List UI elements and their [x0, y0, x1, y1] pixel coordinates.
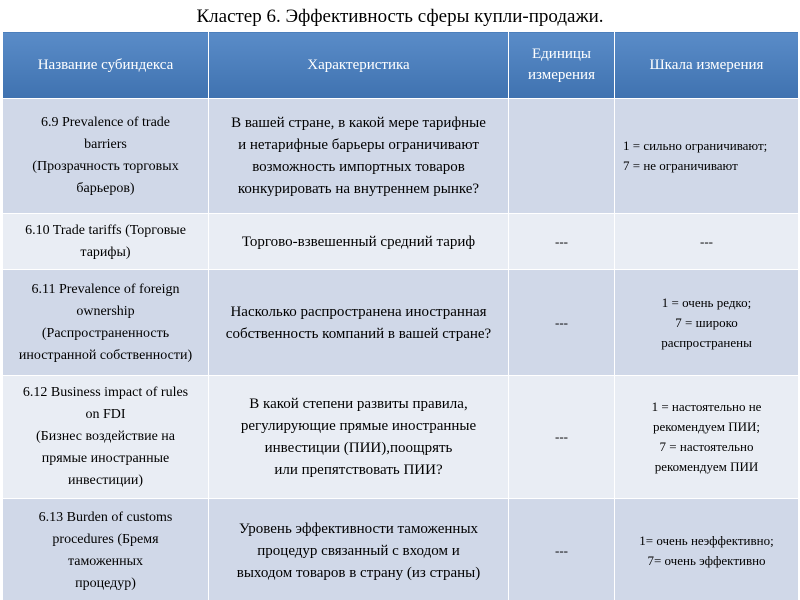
- cell-text: Уровень эффективности таможенных процедур связанный с входом и выходом товаров в страну (из страны): [236, 521, 481, 581]
- cell-units: [509, 499, 615, 600]
- header-characteristic: Характеристика: [209, 32, 509, 99]
- cell-units: [509, 214, 615, 270]
- cell-subindex-name: [3, 99, 209, 214]
- cell-characteristic: [209, 270, 509, 376]
- cell-text: ---: [555, 233, 568, 249]
- table-row: [3, 214, 799, 270]
- cell-units: [509, 376, 615, 499]
- header-units: Единицы измерения: [509, 32, 615, 99]
- cell-subindex-name: [3, 270, 209, 376]
- cell-characteristic: [209, 214, 509, 270]
- cell-scale: [615, 270, 799, 376]
- header-scale: Шкала измерения: [615, 32, 799, 99]
- cell-scale: [615, 99, 799, 214]
- header-subindex-name: Название субиндекса: [3, 32, 209, 99]
- cell-text: ---: [700, 233, 713, 249]
- cell-text: Торгово-взвешенный средний тариф: [241, 233, 476, 250]
- cell-text: В вашей стране, в какой мере тарифные и нетарифные барьеры ограничивают возможность импортных товаров конкурировать на внутреннем рынке?: [231, 115, 486, 197]
- table-row: [3, 499, 799, 600]
- cell-text: 6.10 Trade tariffs (Торговые тарифы): [25, 222, 186, 260]
- subindex-table: [2, 31, 799, 600]
- cell-subindex-name: [3, 499, 209, 600]
- cell-scale: [615, 499, 799, 600]
- cell-text: ---: [555, 543, 568, 558]
- table-row: [3, 270, 799, 376]
- table-row: [3, 376, 799, 499]
- table-row: [3, 99, 799, 214]
- cell-text: Насколько распространена иностранная собственность компаний в вашей стране?: [225, 303, 492, 342]
- page-title: Кластер 6. Эффективность сферы купли-продажи.: [196, 6, 604, 27]
- cell-characteristic: [209, 376, 509, 499]
- cell-text: 1 = настоятельно не рекомендуем ПИИ; 7 = настоятельно рекомендуем ПИИ: [651, 399, 762, 474]
- cell-text: 1= очень неэффективно; 7= очень эффективно: [639, 533, 774, 568]
- cell-units: [509, 99, 615, 214]
- cell-text: 1 = сильно ограничивают; 7 = не ограничивают: [623, 138, 768, 173]
- cell-text: ---: [555, 429, 568, 444]
- table-header-row: [3, 32, 799, 99]
- cell-text: ---: [555, 314, 568, 330]
- cell-scale: [615, 214, 799, 270]
- cell-text: В какой степени развиты правила, регулирующие прямые иностранные инвестиции (ПИИ),поощрять или препятствовать ПИИ?: [240, 396, 477, 478]
- cell-text: 6.13 Burden of customs procedures (Бремя таможенных процедур): [38, 510, 173, 591]
- cell-text: 6.11 Prevalence of foreign ownership (Распространенность иностранной собственности): [18, 281, 193, 363]
- cell-text: 6.9 Prevalence of trade barriers (Прозрачность торговых барьеров): [32, 115, 179, 196]
- cell-text: 6.12 Business impact of rules on FDI (Бизнес воздействие на прямые иностранные инвестиции): [22, 385, 189, 488]
- cell-characteristic: [209, 99, 509, 214]
- cell-subindex-name: [3, 376, 209, 499]
- cell-scale: [615, 376, 799, 499]
- cell-units: [509, 270, 615, 376]
- cell-text: 1 = очень редко; 7 = широко распространены: [661, 294, 752, 350]
- cell-characteristic: [209, 499, 509, 600]
- cell-subindex-name: [3, 214, 209, 270]
